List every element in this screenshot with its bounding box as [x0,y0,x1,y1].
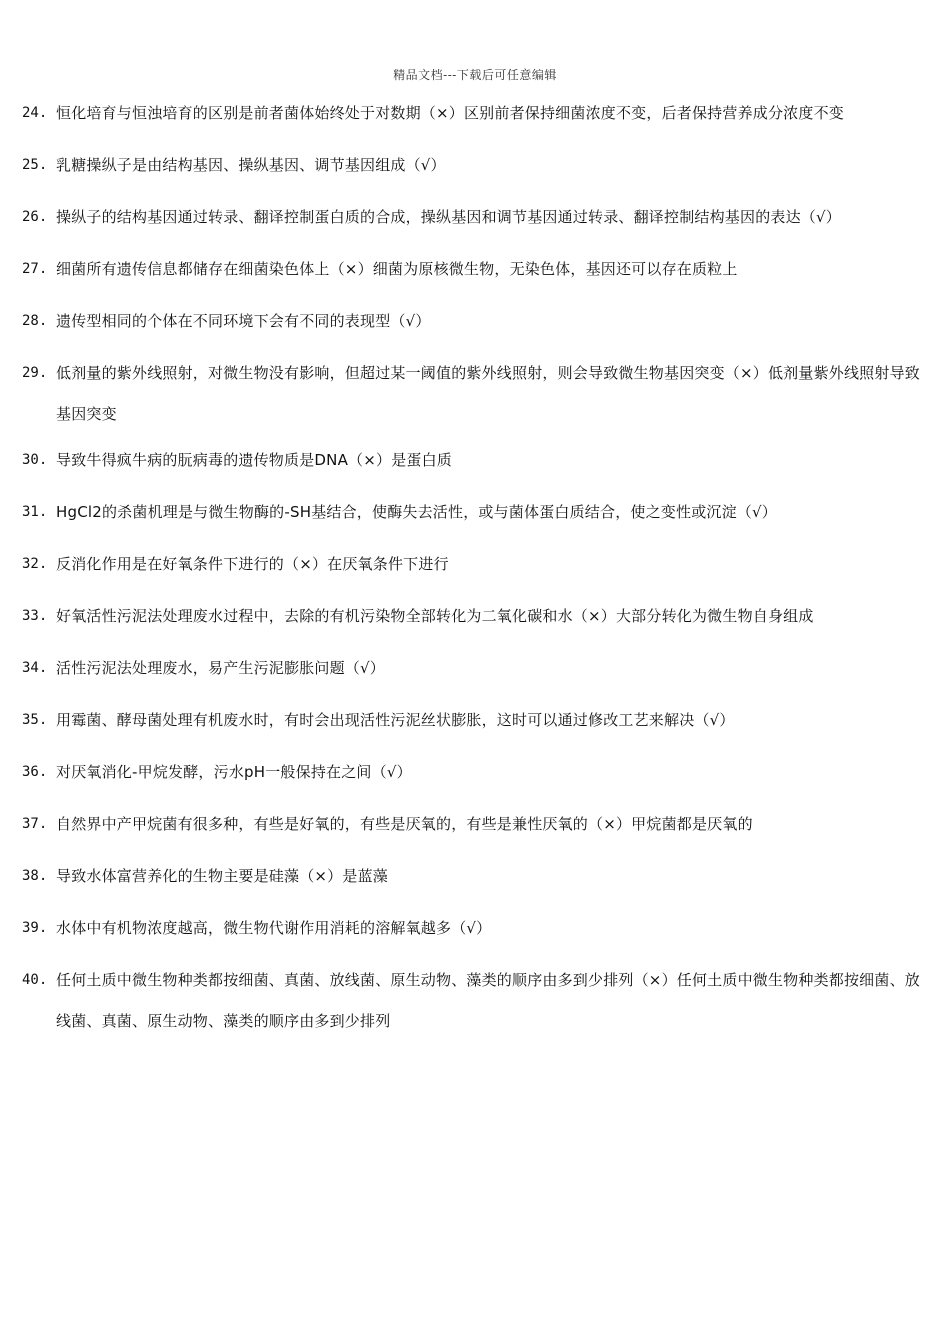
list-item [22,551,932,577]
item-number: 40. [22,972,48,988]
list-item [22,960,932,1042]
list-item [22,100,932,126]
list-item [22,308,932,334]
item-number: 33. [22,608,48,624]
page-header: 精品文档---下载后可任意编辑 [393,68,557,82]
item-number: 26. [22,209,48,225]
list-item [22,499,932,525]
item-text: 好氧活性污泥法处理废水过程中，去除的有机污染物全部转化为二氧化碳和水（×）大部分转化为微生物自身组成 [56,607,814,625]
item-text: 细菌所有遗传信息都储存在细菌染色体上（×）细菌为原核微生物，无染色体，基因还可以存在质粒上 [56,260,738,278]
item-number: 28. [22,313,48,329]
list-item [22,863,932,889]
list-item [22,447,932,473]
item-number: 36. [22,764,48,780]
list-item [22,655,932,681]
item-number: 39. [22,920,48,936]
item-text: 反消化作用是在好氧条件下进行的（×）在厌氧条件下进行 [56,555,449,573]
item-number: 25. [22,157,48,173]
item-text: 对厌氧消化-甲烷发酵，污水pH一般保持在之间（√） [56,763,412,781]
item-text: 乳糖操纵子是由结构基因、操纵基因、调节基因组成（√） [56,156,446,174]
item-text: 用霉菌、酵母菌处理有机废水时，有时会出现活性污泥丝状膨胀，这时可以通过修改工艺来解决（√） [56,711,735,729]
item-number: 34. [22,660,48,676]
list-item [22,353,932,435]
question-list [22,100,932,1054]
item-text: 导致水体富营养化的生物主要是硅藻（×）是蓝藻 [56,867,388,885]
item-number: 37. [22,816,48,832]
list-item [22,603,932,629]
item-text: 操纵子的结构基因通过转录、翻译控制蛋白质的合成，操纵基因和调节基因通过转录、翻译控制结构基因的表达（√） [56,208,841,226]
list-item [22,707,932,733]
item-text: 恒化培育与恒浊培育的区别是前者菌体始终处于对数期（×）区别前者保持细菌浓度不变，后者保持营养成分浓度不变 [56,104,844,122]
list-item [22,915,932,941]
list-item [22,759,932,785]
item-number: 31. [22,504,48,520]
item-number: 30. [22,452,48,468]
list-item [22,811,932,837]
item-number: 24. [22,105,48,121]
item-text: 遗传型相同的个体在不同环境下会有不同的表现型（√） [56,312,431,330]
item-number: 27. [22,261,48,277]
list-item [22,152,932,178]
item-text: 自然界中产甲烷菌有很多种，有些是好氧的，有些是厌氧的，有些是兼性厌氧的（×）甲烷菌都是厌氧的 [56,815,753,833]
item-text: 导致牛得疯牛病的朊病毒的遗传物质是DNA（×）是蛋白质 [56,451,453,469]
item-text: 任何土质中微生物种类都按细菌、真菌、放线菌、原生动物、藻类的顺序由多到少排列（×）任何土质中微生物种类都按细菌、放线菌、真菌、原生动物、藻类的顺序由多到少排列 [56,971,920,1030]
item-text: 水体中有机物浓度越高，微生物代谢作用消耗的溶解氧越多（√） [56,919,492,937]
item-text: 活性污泥法处理废水，易产生污泥膨胀问题（√） [56,659,385,677]
item-text: 低剂量的紫外线照射，对微生物没有影响，但超过某一阈值的紫外线照射，则会导致微生物基因突变（×）低剂量紫外线照射导致基因突变 [56,364,920,423]
item-number: 32. [22,556,48,572]
item-number: 29. [22,365,48,381]
item-number: 35. [22,712,48,728]
list-item [22,204,932,230]
item-text: HgCl2的杀菌机理是与微生物酶的-SH基结合，使酶失去活性，或与菌体蛋白质结合，使之变性或沉淀（√） [56,503,777,521]
item-number: 38. [22,868,48,884]
list-item [22,256,932,282]
